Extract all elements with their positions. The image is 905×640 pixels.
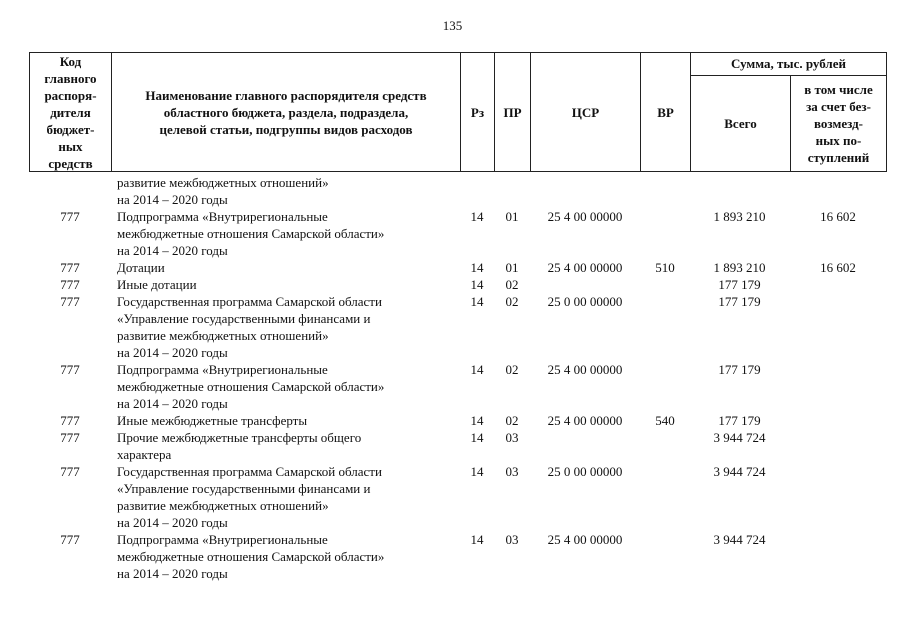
cell-rz: 14: [470, 260, 484, 275]
cell-name-line: «Управление государственными финансами и: [117, 481, 371, 496]
cell-name-line: Подпрограмма «Внутрирегиональные: [117, 209, 328, 224]
cell-name-line: Подпрограмма «Внутрирегиональные: [117, 532, 328, 547]
cell-rz: 14: [470, 362, 484, 377]
cell-code: 777: [60, 464, 80, 479]
cell-csr: 25 4 00 00000: [547, 362, 623, 377]
cell-code: 777: [60, 532, 80, 547]
header-line: ных: [58, 138, 83, 154]
cell-name: [117, 293, 457, 361]
header-line: дителя: [50, 104, 91, 120]
cell-rz: 14: [470, 294, 484, 309]
cell-csr: 25 4 00 00000: [547, 413, 623, 428]
cell-name: [117, 361, 457, 412]
cell-pr: 03: [505, 464, 519, 479]
cell-grant: 16 602: [820, 260, 856, 275]
header-line: распоря-: [44, 87, 97, 103]
table-row: [29, 463, 887, 531]
cell-name: [117, 276, 457, 293]
cell-total: 3 944 724: [713, 430, 766, 445]
cell-csr: 25 0 00 00000: [547, 294, 623, 309]
header-line: в том числе: [804, 81, 873, 97]
cell-name-line: развитие межбюджетных отношений»: [117, 328, 329, 343]
header-line: целевой статьи, подгруппы видов расходов: [159, 121, 413, 137]
cell-pr: 02: [505, 277, 519, 292]
header-name: [111, 52, 460, 172]
cell-rz: 14: [470, 209, 484, 224]
header-grant-text: [804, 81, 873, 166]
cell-rz: 14: [470, 532, 484, 547]
header-vr: ВР: [640, 52, 690, 172]
header-line: средств: [48, 155, 93, 171]
header-name-text: [145, 87, 426, 138]
cell-pr: 02: [505, 294, 519, 309]
cell-name-line: на 2014 – 2020 годы: [117, 192, 228, 207]
cell-code: 777: [60, 260, 80, 275]
header-csr: ЦСР: [530, 52, 640, 172]
cell-name: [117, 429, 457, 463]
table-row: [29, 259, 887, 276]
table-header: [29, 52, 887, 172]
header-sum: [690, 52, 887, 172]
cell-name-line: межбюджетные отношения Самарской области»: [117, 379, 385, 394]
cell-csr: 25 4 00 00000: [547, 260, 623, 275]
cell-name-line: межбюджетные отношения Самарской области»: [117, 549, 385, 564]
header-line: ных по-: [815, 132, 862, 148]
cell-total: 177 179: [718, 362, 761, 377]
cell-name: [117, 208, 457, 259]
cell-name-line: Государственная программа Самарской области: [117, 294, 382, 309]
table-row: [29, 174, 887, 208]
cell-name-line: развитие межбюджетных отношений»: [117, 498, 329, 513]
cell-code: 777: [60, 362, 80, 377]
header-line: Наименование главного распорядителя средств: [145, 87, 427, 103]
table-row: [29, 429, 887, 463]
header-code-text: [44, 53, 96, 172]
cell-code: 777: [60, 277, 80, 292]
header-line: бюджет-: [46, 121, 95, 137]
header-line: главного: [44, 70, 97, 86]
cell-rz: 14: [470, 277, 484, 292]
header-line: за счет без-: [806, 98, 871, 114]
header-line: Код: [59, 53, 82, 69]
cell-name-line: межбюджетные отношения Самарской области»: [117, 226, 385, 241]
header-pr: ПР: [494, 52, 530, 172]
cell-name-line: Подпрограмма «Внутрирегиональные: [117, 362, 328, 377]
cell-name-line: Прочие межбюджетные трансферты общего: [117, 430, 362, 445]
cell-grant: 16 602: [820, 209, 856, 224]
cell-pr: 01: [505, 209, 519, 224]
cell-code: 777: [60, 209, 80, 224]
table-row: [29, 293, 887, 361]
table-row: [29, 208, 887, 259]
cell-total: 177 179: [718, 277, 761, 292]
cell-total: 177 179: [718, 413, 761, 428]
table-row: [29, 412, 887, 429]
cell-total: 177 179: [718, 294, 761, 309]
header-total: Всего: [724, 115, 757, 131]
cell-code: 777: [60, 294, 80, 309]
cell-name: [117, 412, 457, 429]
cell-total: 1 893 210: [713, 209, 766, 224]
cell-name: [117, 463, 457, 531]
cell-name-line: развитие межбюджетных отношений»: [117, 175, 329, 190]
cell-pr: 01: [505, 260, 519, 275]
cell-name-line: Дотации: [117, 260, 165, 275]
cell-name-line: на 2014 – 2020 годы: [117, 566, 228, 581]
cell-pr: 02: [505, 362, 519, 377]
cell-rz: 14: [470, 464, 484, 479]
cell-name-line: на 2014 – 2020 годы: [117, 515, 228, 530]
header-code: [29, 52, 111, 172]
cell-csr: 25 4 00 00000: [547, 532, 623, 547]
cell-name-line: на 2014 – 2020 годы: [117, 396, 228, 411]
cell-name: [117, 174, 457, 208]
cell-total: 3 944 724: [713, 464, 766, 479]
table-row: [29, 361, 887, 412]
cell-name-line: Иные дотации: [117, 277, 197, 292]
cell-name: [117, 531, 457, 582]
cell-pr: 02: [505, 413, 519, 428]
cell-pr: 03: [505, 430, 519, 445]
header-line: возмезд-: [814, 115, 863, 131]
cell-rz: 14: [470, 430, 484, 445]
table-row: [29, 531, 887, 582]
cell-vr: 510: [655, 260, 675, 275]
table-row: [29, 276, 887, 293]
cell-name-line: на 2014 – 2020 годы: [117, 345, 228, 360]
cell-name-line: Государственная программа Самарской области: [117, 464, 382, 479]
cell-name-line: характера: [117, 447, 172, 462]
header-line: ступлений: [807, 149, 870, 165]
cell-total: 1 893 210: [713, 260, 766, 275]
cell-rz: 14: [470, 413, 484, 428]
table-body: [29, 174, 887, 582]
cell-vr: 540: [655, 413, 675, 428]
header-rz: Рз: [460, 52, 494, 172]
header-sum-title: Сумма, тыс. рублей: [691, 53, 886, 76]
cell-name-line: на 2014 – 2020 годы: [117, 243, 228, 258]
cell-csr: 25 0 00 00000: [547, 464, 623, 479]
header-grant: [790, 75, 886, 171]
cell-name: [117, 259, 457, 276]
cell-code: 777: [60, 430, 80, 445]
cell-csr: 25 4 00 00000: [547, 209, 623, 224]
page-number: 135: [442, 18, 463, 33]
cell-code: 777: [60, 413, 80, 428]
cell-total: 3 944 724: [713, 532, 766, 547]
cell-name-line: Иные межбюджетные трансферты: [117, 413, 308, 428]
cell-pr: 03: [505, 532, 519, 547]
header-line: областного бюджета, раздела, подраздела,: [163, 104, 409, 120]
cell-name-line: «Управление государственными финансами и: [117, 311, 371, 326]
